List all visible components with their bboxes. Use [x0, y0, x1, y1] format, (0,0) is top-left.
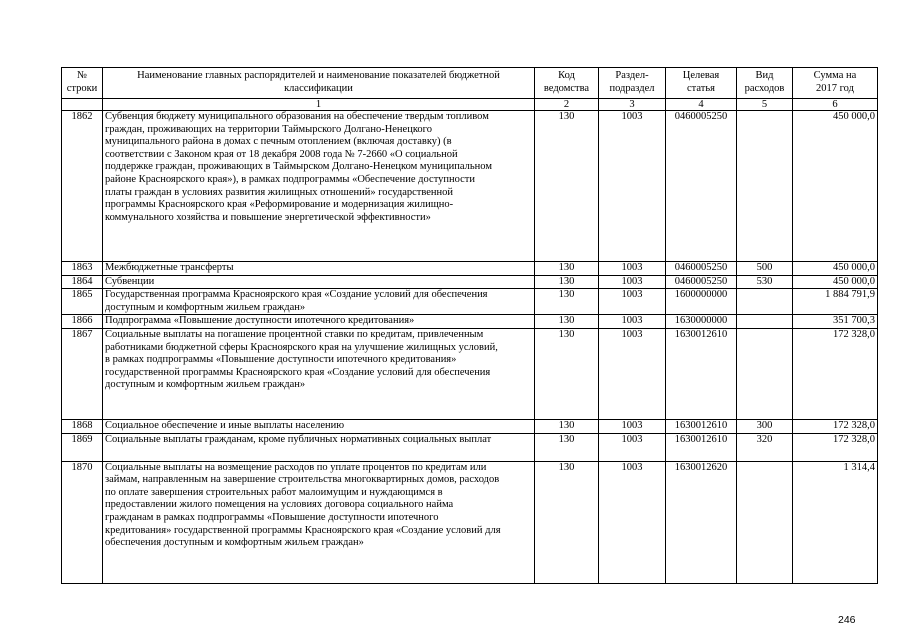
- row-expense-type: 320: [737, 433, 793, 461]
- row-dept-code: 130: [535, 315, 599, 329]
- row-name: Подпрограмма «Повышение доступности ипотечного кредитования»: [103, 315, 535, 329]
- column-index: 3: [599, 99, 666, 111]
- row-expense-type: [737, 315, 793, 329]
- column-index: 6: [793, 99, 878, 111]
- row-number: 1865: [62, 289, 103, 315]
- row-section: 1003: [599, 315, 666, 329]
- row-amount: 172 328,0: [793, 433, 878, 461]
- table-row: [62, 275, 878, 289]
- row-dept-code: 130: [535, 328, 599, 419]
- table-row: [62, 433, 878, 461]
- row-section: 1003: [599, 328, 666, 419]
- header-amount: Сумма на 2017 год: [793, 68, 878, 99]
- row-expense-type: 300: [737, 419, 793, 433]
- header-dept-code: Код ведомства: [535, 68, 599, 99]
- row-section: 1003: [599, 262, 666, 276]
- row-name: Социальные выплаты на возмещение расходов по уплате процентов по кредитам или займам, направленным на завершение строительства многоквартирных домов, расходов по оплате завершения строительных работ малоимущим и нуждающимся в предоставлении жилого помещения на условиях договора социального найма гражданам в рамках подпрограммы «Повышение доступности ипотечного кредитования» государственной программы Красноярского края «Создание условий для обеспечения доступным и комфортным жильем граждан»: [103, 461, 535, 583]
- column-index: 2: [535, 99, 599, 111]
- table-row: [62, 328, 878, 419]
- row-number: 1867: [62, 328, 103, 419]
- page-number: 246: [838, 614, 856, 626]
- table-row: [62, 315, 878, 329]
- header-name: Наименование главных распорядителей и наименование показателей бюджетной классификации: [103, 68, 535, 99]
- row-name: Социальные выплаты на погашение процентной ставки по кредитам, привлеченным работниками бюджетной сферы Красноярского края на улучшение жилищных условий, в рамках подпрограммы «Повышение доступности ипотечного кредитования» государственной программы Красноярского края «Создание условий для обеспечения доступным и комфортным жильем граждан»: [103, 328, 535, 419]
- column-index: [62, 99, 103, 111]
- row-number: 1868: [62, 419, 103, 433]
- row-expense-type: [737, 328, 793, 419]
- row-name: Межбюджетные трансферты: [103, 262, 535, 276]
- row-target: 1630000000: [666, 315, 737, 329]
- row-expense-type: 500: [737, 262, 793, 276]
- row-amount: 1 314,4: [793, 461, 878, 583]
- row-amount: 172 328,0: [793, 419, 878, 433]
- row-number: 1869: [62, 433, 103, 461]
- row-dept-code: 130: [535, 433, 599, 461]
- row-section: 1003: [599, 433, 666, 461]
- row-name: Социальное обеспечение и иные выплаты населению: [103, 419, 535, 433]
- row-amount: 351 700,3: [793, 315, 878, 329]
- header-row: [62, 68, 878, 99]
- row-dept-code: 130: [535, 289, 599, 315]
- row-section: 1003: [599, 275, 666, 289]
- column-index: 5: [737, 99, 793, 111]
- header-expense-type: Вид расходов: [737, 68, 793, 99]
- row-number: 1866: [62, 315, 103, 329]
- row-number: 1870: [62, 461, 103, 583]
- row-dept-code: 130: [535, 262, 599, 276]
- table-row: [62, 262, 878, 276]
- row-target: 1630012610: [666, 328, 737, 419]
- column-index-row: [62, 99, 878, 111]
- row-target: 1630012610: [666, 433, 737, 461]
- row-dept-code: 130: [535, 419, 599, 433]
- row-amount: 450 000,0: [793, 111, 878, 262]
- row-number: 1864: [62, 275, 103, 289]
- row-section: 1003: [599, 461, 666, 583]
- row-name: Субвенция бюджету муниципального образования на обеспечение твердым топливом граждан, проживающих на территории Таймырского Долгано-Ненецкого муниципального района в домах с печным отоплением (включая доставку) (в соответствии с Законом края от 18 декабря 2008 года № 7-2660 «О социальной поддержке граждан, проживающих в Таймырском Долгано-Ненецком муниципальном районе Красноярского края»), в рамках подпрограммы «Обеспечение доступности платы граждан в условиях развития жилищных отношений» государственной программы Красноярского края «Реформирование и модернизация жилищно- коммунального хозяйства и повышение энергетической эффективности»: [103, 111, 535, 262]
- header-row-number: № строки: [62, 68, 103, 99]
- row-number: 1863: [62, 262, 103, 276]
- row-section: 1003: [599, 419, 666, 433]
- column-index: 4: [666, 99, 737, 111]
- row-amount: 450 000,0: [793, 275, 878, 289]
- header-section: Раздел- подраздел: [599, 68, 666, 99]
- table-row: [62, 419, 878, 433]
- row-expense-type: [737, 461, 793, 583]
- table-row: [62, 461, 878, 583]
- row-amount: 450 000,0: [793, 262, 878, 276]
- row-expense-type: 530: [737, 275, 793, 289]
- row-target: 0460005250: [666, 275, 737, 289]
- row-dept-code: 130: [535, 111, 599, 262]
- row-dept-code: 130: [535, 461, 599, 583]
- row-section: 1003: [599, 289, 666, 315]
- row-name: Государственная программа Красноярского края «Создание условий для обеспечения доступным и комфортным жильем граждан»: [103, 289, 535, 315]
- budget-table: [61, 67, 878, 584]
- row-section: 1003: [599, 111, 666, 262]
- row-name: Субвенции: [103, 275, 535, 289]
- row-amount: 172 328,0: [793, 328, 878, 419]
- column-index: 1: [103, 99, 535, 111]
- row-expense-type: [737, 111, 793, 262]
- row-dept-code: 130: [535, 275, 599, 289]
- row-number: 1862: [62, 111, 103, 262]
- row-amount: 1 884 791,9: [793, 289, 878, 315]
- row-target: 1630012620: [666, 461, 737, 583]
- row-target: 1630012610: [666, 419, 737, 433]
- row-target: 1600000000: [666, 289, 737, 315]
- row-target: 0460005250: [666, 262, 737, 276]
- row-target: 0460005250: [666, 111, 737, 262]
- table-row: [62, 111, 878, 262]
- row-name: Социальные выплаты гражданам, кроме публичных нормативных социальных выплат: [103, 433, 535, 461]
- table-row: [62, 289, 878, 315]
- header-target: Целевая статья: [666, 68, 737, 99]
- row-expense-type: [737, 289, 793, 315]
